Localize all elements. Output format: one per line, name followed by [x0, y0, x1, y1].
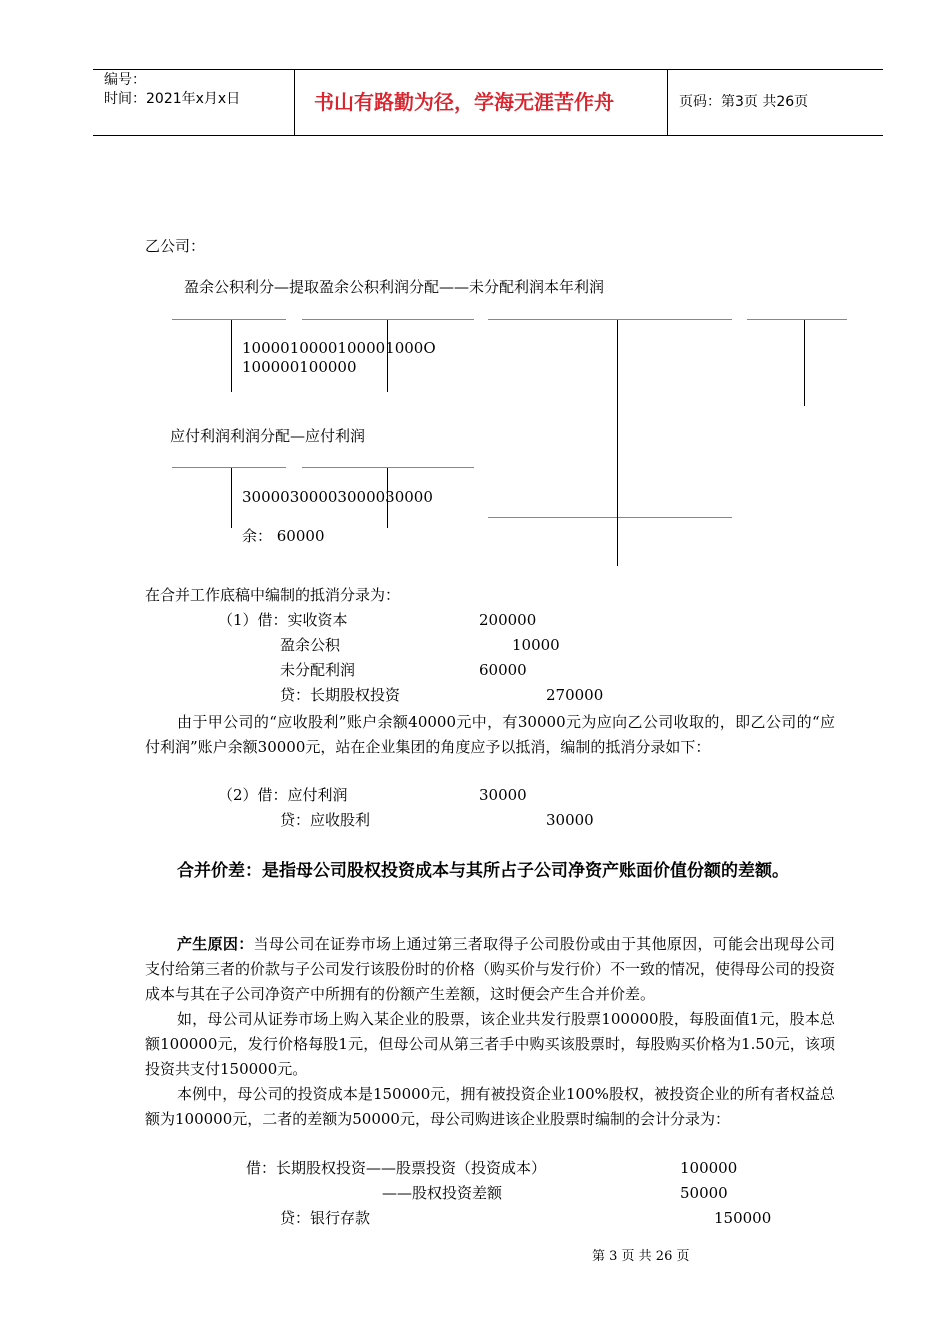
t-account-rule: [747, 319, 847, 320]
t-account-divider: [804, 320, 805, 406]
section-heading: 合并价差：是指母公司股权投资成本与其所占子公司净资产账面价值份额的差额。: [177, 861, 789, 881]
t-account-divider: [617, 320, 618, 392]
entry1-row3-label: 未分配利润: [280, 661, 356, 679]
entry1-row4-amount: 270000: [546, 686, 604, 704]
entry3-row2-amount: 50000: [680, 1184, 728, 1202]
entry2-row2-amount: 30000: [546, 811, 594, 829]
header-divider-left: [294, 69, 295, 136]
entry3-row1-label: 借：长期股权投资——股票投资（投资成本）: [246, 1159, 547, 1177]
header-page-number: 页码：第3页 共26页: [679, 94, 809, 110]
entries-intro: 在合并工作底稿中编制的抵消分录为：: [145, 586, 401, 604]
entry1-row2-label: 盈余公积: [280, 636, 341, 654]
t-account-amounts-row2: 100000100000: [242, 358, 357, 376]
paragraph-dividends: 由于甲公司的“应收股利”账户余额40000元中，有30000元为应向乙公司收取的，即乙公司的“应付利润”账户余额30000元，站在企业集团的角度应予以抵消，编制的抵消分录如下：: [145, 713, 835, 756]
header-top-rule: [93, 69, 883, 70]
entry2-row1-label: （2）借：应付利润: [218, 786, 348, 804]
header-bottom-rule: [93, 135, 883, 136]
t-account-amounts-row3: 30000300003000030000: [242, 488, 433, 506]
cause-text: 当母公司在证券市场上通过第三者取得子公司股份或由于其他原因，可能会出现母公司支付给第三者的价款与子公司发行该股份时的价格（购买价与发行价）不一致的情况，使得母公司的投资成本与其在子公司净资产中所拥有的份额产生差额，这时便会产生合并价差。: [145, 935, 836, 1003]
t-account-divider: [231, 320, 232, 392]
t-account-rule: [302, 319, 474, 320]
t-account-rule: [488, 517, 732, 518]
header-number: 编号：: [104, 72, 146, 88]
header-time: 时间：2021年x月x日: [104, 91, 241, 107]
entry3-row3-amount: 150000: [714, 1209, 772, 1227]
paragraph-example: 如，母公司从证券市场上购入某企业的股票，该企业共发行股票100000股，每股面值1元，股本总额100000元，发行价格每股1元，但母公司从第三者手中购买该股票时，每股购买价格为1.50元，该项投资共支付150000元。: [145, 1010, 835, 1078]
paragraph-cause: [145, 932, 835, 1007]
entry1-row3-amount: 60000: [479, 661, 527, 679]
t-account-divider: [617, 390, 618, 566]
entry2-row1-amount: 30000: [479, 786, 527, 804]
paragraph-case: 本例中，母公司的投资成本是150000元，拥有被投资企业100%股权，被投资企业的所有者权益总额为100000元，二者的差额为50000元，母公司购进该企业股票时编制的会计分录为：: [145, 1085, 835, 1128]
t-account-rule: [488, 319, 732, 320]
t-account-titles-1: 盈余公积利分—提取盈余公积利润分配——未分配利润本年利润: [184, 278, 605, 296]
t-account-titles-2: 应付利润利润分配—应付利润: [170, 427, 366, 445]
company-label: 乙公司：: [145, 237, 206, 255]
entry3-row1-amount: 100000: [680, 1159, 738, 1177]
t-account-rule: [172, 319, 286, 320]
cause-lead: 产生原因：: [177, 935, 254, 953]
entry1-row4-label: 贷：长期股权投资: [280, 686, 401, 704]
t-account-rule: [172, 467, 286, 468]
entry1-row2-amount: 10000: [512, 636, 560, 654]
page-footer: 第 3 页 共 26 页: [592, 1249, 690, 1264]
t-account-balance: 余： 60000: [242, 527, 325, 545]
entry3-row3-label: 贷：银行存款: [280, 1209, 371, 1227]
t-account-amounts-row1: 1000010000100001000O: [242, 339, 436, 357]
entry1-row1-label: （1）借：实收资本: [218, 611, 348, 629]
entry2-row2-label: 贷：应收股利: [280, 811, 371, 829]
header-motto: 书山有路勤为径，学海无涯苦作舟: [314, 90, 614, 114]
t-account-divider: [231, 468, 232, 528]
entry3-row2-label: ——股权投资差额: [382, 1184, 503, 1202]
header-divider-right: [667, 69, 668, 136]
t-account-rule: [302, 467, 474, 468]
entry1-row1-amount: 200000: [479, 611, 537, 629]
